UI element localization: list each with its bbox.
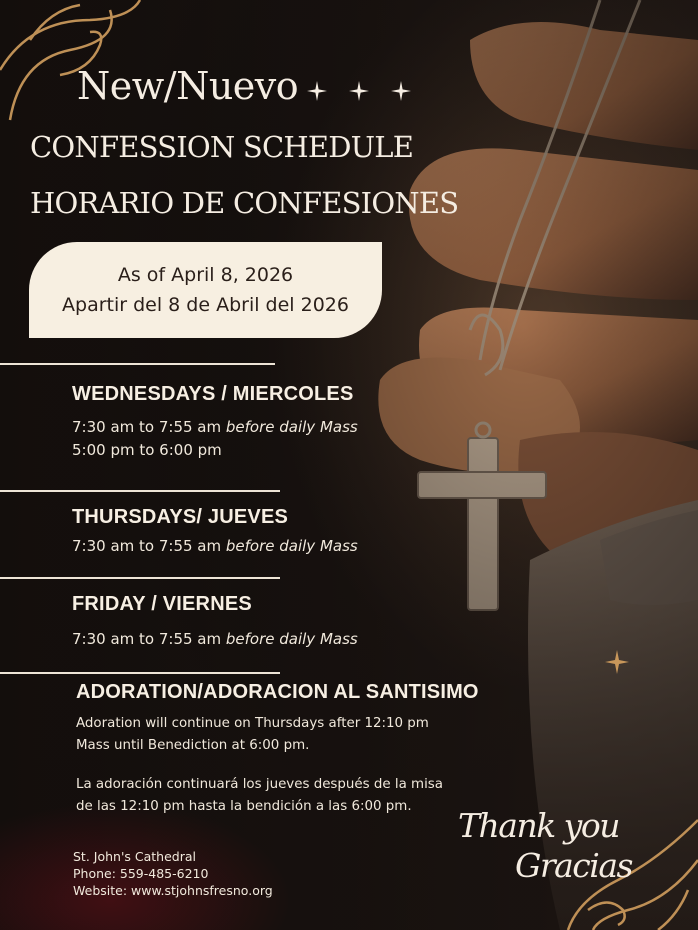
new-label: New/Nuevo [77,64,299,108]
date-english: As of April 8, 2026 [117,264,294,286]
friday-time-1: 7:30 am to 7:55 am before daily Mass [72,630,358,648]
title-english: CONFESSION SCHEDULE [30,130,414,164]
adoration-english-line-2: Mass until Benediction at 6:00 pm. [76,738,310,753]
parish-name: St. John's Cathedral [73,849,196,864]
title-spanish: HORARIO DE CONFESIONES [30,186,459,220]
wednesday-title: WEDNESDAYS / MIERCOLES [72,383,354,405]
sparkle-star-icon [605,650,629,674]
divider [0,363,275,365]
thursday-title: THURSDAYS/ JUEVES [72,506,289,528]
wednesday-time-1: 7:30 am to 7:55 am before daily Mass [72,418,358,436]
adoration-spanish-line-1: La adoración continuará los jueves después de la misa [76,777,443,792]
effective-date-box [29,242,382,338]
website-link[interactable]: Website: www.stjohnsfresno.org [73,883,273,898]
adoration-title: ADORATION/ADORACION AL SANTISIMO [76,681,479,703]
divider [0,577,280,579]
thank-you-text: Thank you [458,806,619,845]
friday-title: FRIDAY / VIERNES [72,593,252,615]
date-spanish: Apartir del 8 de Abril del 2026 [62,294,349,316]
adoration-spanish-line-2: de las 12:10 pm hasta la bendición a las 6:00 pm. [76,799,412,814]
wednesday-time-2: 5:00 pm to 6:00 pm [72,441,222,459]
phone-number: Phone: 559-485-6210 [73,866,209,881]
divider [0,490,280,492]
sparkle-stars-icon [305,79,415,103]
divider [0,672,280,674]
gracias-text: Gracias [515,846,632,885]
adoration-english-line-1: Adoration will continue on Thursdays after 12:10 pm [76,716,429,731]
thursday-time-1: 7:30 am to 7:55 am before daily Mass [72,537,358,555]
